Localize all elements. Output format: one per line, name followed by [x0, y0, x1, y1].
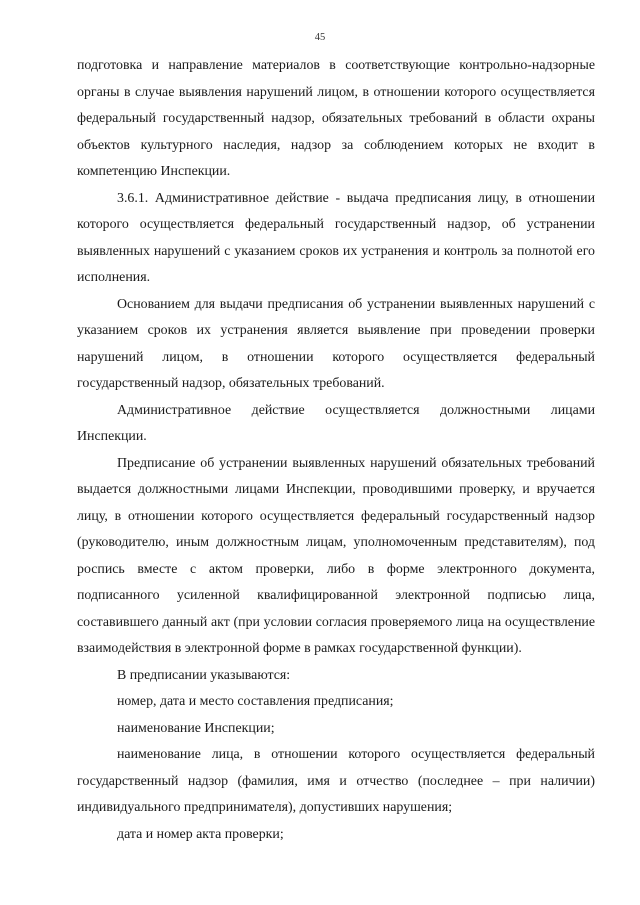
paragraph: наименование Инспекции;	[117, 720, 275, 736]
paragraph: 3.6.1. Административное действие - выдача предписания лицу, в отношении которого осуществляется федеральный государственный надзор, об устранении выявленных нарушений с указанием сроков их устранения и контроль за полнотой его исполнения.	[77, 190, 595, 285]
document-body	[77, 53, 595, 848]
paragraph: дата и номер акта проверки;	[117, 826, 284, 842]
page-number: 45	[314, 32, 326, 43]
paragraph: подготовка и направление материалов в соответствующие контрольно-надзорные органы в случае выявления нарушений лицом, в отношении которого осуществляется федеральный государственный надзор, обязательных требований в области охраны объектов культурного наследия, надзор за соблюдением которых не входит в компетенцию Инспекции.	[77, 58, 595, 179]
paragraph: Основанием для выдачи предписания об устранении выявленных нарушений с указанием сроков их устранения является выявление при проведении проверки нарушений лицом, в отношении которого осуществляется федеральный государственный надзор, обязательных требований.	[77, 296, 595, 391]
paragraph: Административное действие осуществляется должностными лицами Инспекции.	[77, 402, 595, 444]
paragraph: номер, дата и место составления предписания;	[117, 694, 394, 709]
paragraph: наименование лица, в отношении которого осуществляется федеральный государственный надзор (фамилия, имя и отчество (последнее – при наличии) индивидуального предпринимателя), допустивших нарушения;	[77, 747, 595, 815]
paragraph: В предписании указываются:	[117, 667, 291, 683]
paragraph: Предписание об устранении выявленных нарушений обязательных требований выдается должностными лицами Инспекции, проводившими проверку, и вручается лицу, в отношении которого осуществляется федеральный государственный надзор (руководителю, иным должностным лицам, уполномоченным представителям), под роспись вместе с актом проверки, либо в форме электронного документа, подписанного усиленной квалифицированной электронной подписью лица, составившего данный акт (при условии согласия проверяемого лица на осуществление взаимодействия в электронной форме в рамках государственной функции).	[77, 455, 595, 656]
